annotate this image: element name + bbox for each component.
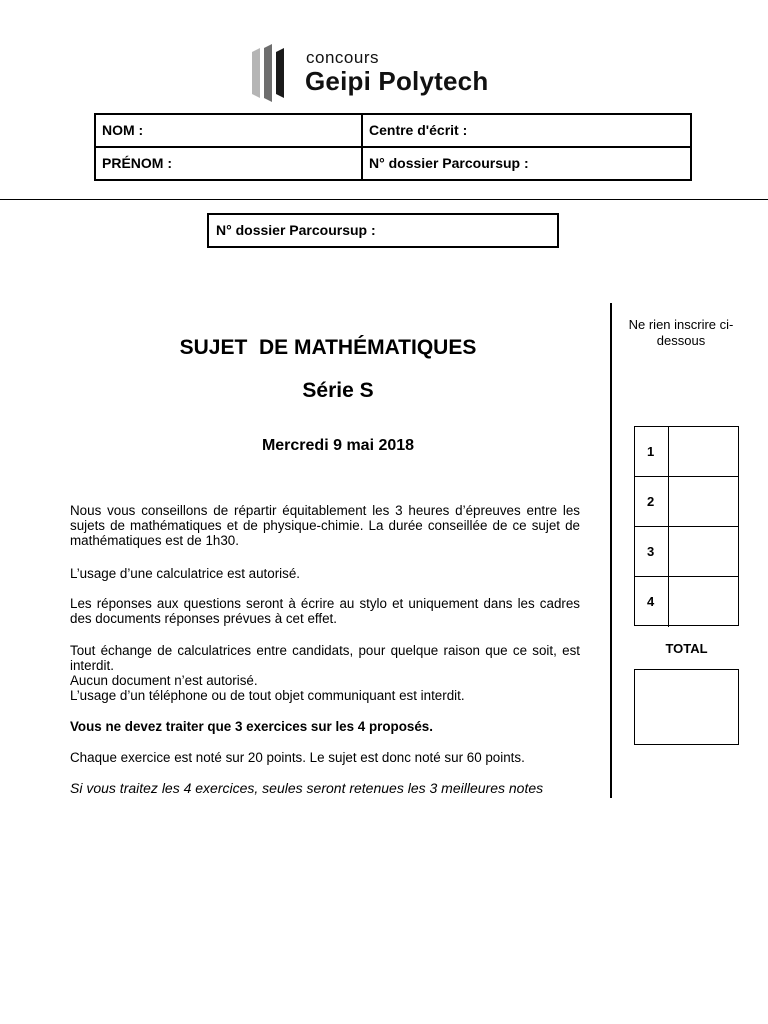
vertical-divider	[610, 303, 612, 798]
instructions-paragraph: Nous vous conseillons de répartir équitablement les 3 heures d’épreuves entre les sujets de mathématiques et de physique-chimie. La durée conseillée de ce sujet de mathématiques est de 1h30.	[70, 503, 580, 548]
nom-label: NOM :	[102, 122, 144, 138]
score-row-number: 4	[635, 577, 669, 627]
serie-heading: Série S	[302, 379, 374, 402]
score-row-1[interactable]	[635, 427, 738, 477]
dossier-parcoursup-label: N° dossier Parcoursup :	[369, 155, 529, 171]
instructions-paragraph: Aucun document n’est autorisé.	[70, 673, 258, 688]
score-row-2[interactable]	[635, 477, 738, 527]
centre-ecrit-label: Centre d'écrit :	[369, 122, 468, 138]
prenom-label: PRÉNOM :	[102, 155, 172, 171]
total-label: TOTAL	[665, 641, 708, 656]
centre-ecrit-field[interactable]	[363, 115, 690, 146]
score-row-number: 2	[635, 477, 669, 527]
exam-date: Mercredi 9 mai 2018	[261, 437, 415, 454]
score-grid	[634, 426, 739, 626]
dossier-parcoursup-box[interactable]	[207, 213, 559, 248]
concours-logo	[250, 44, 530, 102]
identity-table	[94, 113, 692, 181]
instructions-paragraph-note: Si vous traitez les 4 exercices, seules seront retenues les 3 meilleures notes	[70, 780, 544, 796]
score-row-4[interactable]	[635, 577, 738, 627]
total-box[interactable]	[634, 669, 739, 745]
instructions-paragraph: Chaque exercice est noté sur 20 points. Le sujet est donc noté sur 60 points.	[70, 750, 525, 765]
instructions-paragraph-important: Vous ne devez traiter que 3 exercices sur les 4 proposés.	[70, 719, 433, 734]
instructions-paragraph: L’usage d’un téléphone ou de tout objet communiquant est interdit.	[70, 688, 465, 703]
instructions-paragraph: Les réponses aux questions seront à écrire au stylo et uniquement dans les cadres des documents réponses prévues à cet effet.	[70, 596, 580, 626]
instructions-paragraph: L’usage d’une calculatrice est autorisé.	[70, 566, 301, 581]
page-title: SUJET DE MATHÉMATIQUES	[179, 336, 477, 359]
score-row-number: 1	[635, 427, 669, 477]
cut-line	[0, 199, 768, 200]
dossier-box-label: N° dossier Parcoursup :	[216, 222, 376, 238]
side-note: Ne rien inscrire ci-dessous	[628, 317, 734, 348]
score-row-number: 3	[635, 527, 669, 577]
nom-field[interactable]	[96, 115, 361, 146]
dossier-parcoursup-field[interactable]	[363, 148, 690, 179]
prenom-field[interactable]	[96, 148, 361, 179]
logo-line-geipi-polytech: Geipi Polytech	[305, 66, 489, 96]
instructions-paragraph: Tout échange de calculatrices entre candidats, pour quelque raison que ce soit, est interdit.	[70, 643, 580, 673]
score-row-3[interactable]	[635, 527, 738, 577]
geipi-logo-icon	[250, 44, 296, 102]
logo-line-concours: concours	[306, 48, 379, 67]
